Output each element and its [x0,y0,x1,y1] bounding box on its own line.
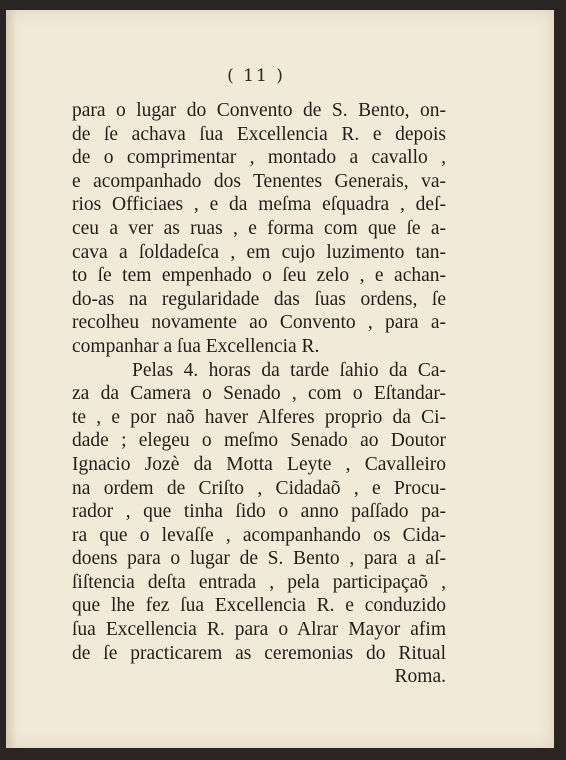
text-line: to ſe tem empenhado o ſeu zelo , e achan- [72,265,446,287]
text-line: de o comprimentar , montado a cavallo , [72,147,446,169]
body-text [72,99,446,689]
text-line: cava a ſoldadeſca , em cujo luzimento tan- [72,241,446,263]
text-line: ceu a ver as ruas , e forma com que ſe a- [72,217,446,239]
text-line: dade ; elegeu o meſmo Senado ao Doutor [72,430,446,452]
text-line: doens para o lugar de S. Bento , para a aſ- [72,548,446,570]
catchword-line: Roma. [394,666,446,688]
text-line: que lhe fez ſua Excellencia R. e conduzido [72,595,446,617]
text-line: e acompanhado dos Tenentes Generais, va- [72,170,446,192]
text-line: para o lugar do Convento de S. Bento, on- [72,100,446,121]
text-line: rador , que tinha ſido o anno paſſado pa- [72,501,446,523]
page-gutter-shadow [6,10,16,748]
text-line: do-as na regularidade das ſuas ordens, ſe [72,288,446,310]
paragraph-end-line: companhar a ſua Excellencia R. [72,335,320,357]
text-line: ra que o levaſſe , acompanhando os Cida- [72,524,446,546]
paragraph-start-line: Pelas 4. horas da tarde ſahio da Ca- [132,359,446,381]
text-line: de ſe achava ſua Excellencia R. e depois [72,123,446,145]
paper-page [6,10,554,748]
text-line: za da Camera o Senado , com o Eſtandar- [72,383,446,405]
text-line: de ſe practicarem as ceremonias do Ritual [72,642,446,664]
text-line: ſua Excellencia R. para o Alrar Mayor afim [72,619,446,641]
text-line: Ignacio Jozè da Motta Leyte , Cavalleiro [72,453,446,475]
text-line: na ordem de Criſto , Cidadaõ , e Procu- [72,477,446,499]
page-number: ( 11 ) [227,66,285,86]
text-line: te , e por naõ haver Alferes proprio da Ci- [72,406,446,428]
text-line: rios Officiaes , e da meſma eſquadra , deſ- [72,194,446,216]
text-line: ſiſtencia deſta entrada , pela participaçaõ , [72,571,446,593]
text-line: recolheu novamente ao Convento , para a- [72,312,446,334]
